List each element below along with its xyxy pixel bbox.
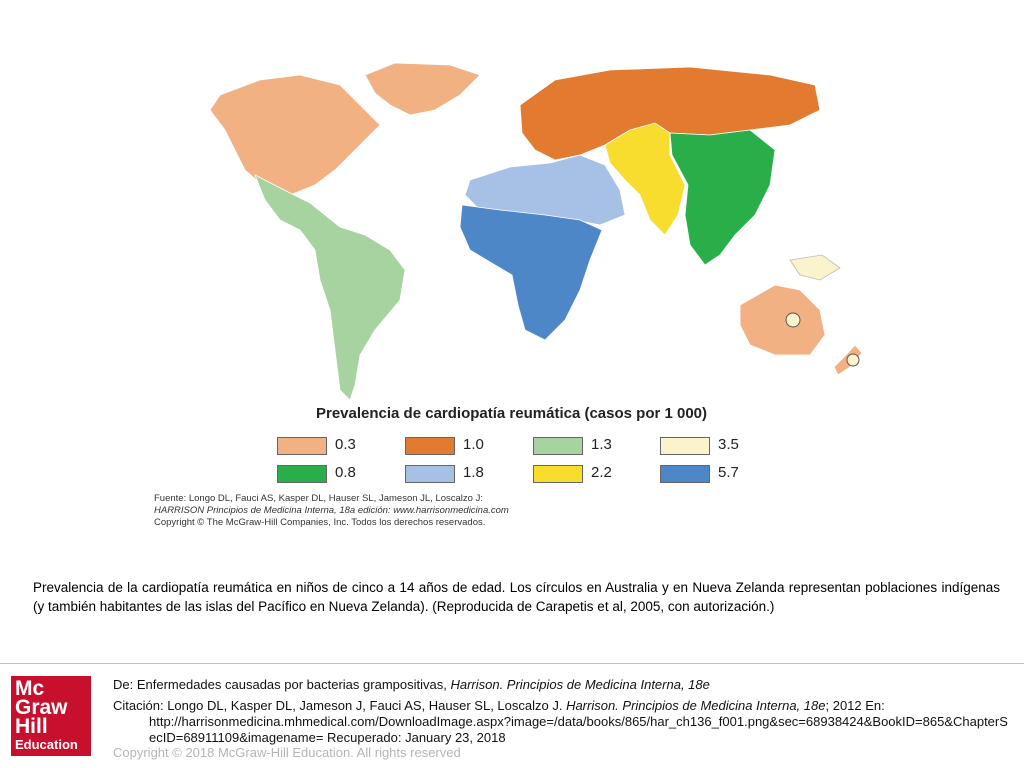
legend-swatch xyxy=(405,465,455,483)
citation-url[interactable]: http://harrisonmedicina.mhmedical.com/DownloadImage.aspx?image=/data/books/865/har_ch136_f001.png&sec=68938424&BookID=865&ChapterSecID=68911109&imagename= Recuperado: January 23, 2018 xyxy=(149,714,1008,745)
citation-from xyxy=(113,677,710,693)
legend-swatch xyxy=(405,437,455,455)
map-figure xyxy=(150,55,870,528)
logo-line-4: Education xyxy=(15,737,78,752)
legend-swatch xyxy=(660,465,710,483)
figure-source xyxy=(154,493,509,529)
legend-swatch xyxy=(660,437,710,455)
legend-title: Prevalencia de cardiopatía reumática (casos por 1 000) xyxy=(316,405,708,422)
region-latin-america xyxy=(255,175,405,400)
region-sub-saharan-africa xyxy=(460,205,602,340)
logo-line-3: Hill xyxy=(15,715,48,738)
citation-from-prefix: De: Enfermedades causadas por bacterias grampositivas, xyxy=(113,677,451,692)
legend-label: 1.8 xyxy=(463,464,484,481)
legend-label: 0.8 xyxy=(335,464,356,481)
legend-label: 3.5 xyxy=(718,436,739,453)
citation-text xyxy=(113,698,1013,746)
citation-prefix: Citación: Longo DL, Kasper DL, Jameson J, Fauci AS, Hauser SL, Loscalzo J. xyxy=(113,698,567,713)
legend-label: 5.7 xyxy=(718,464,739,481)
region-east-asia xyxy=(670,130,775,265)
source-line-2: HARRISON Principios de Medicina Interna, 18a edición: www.harrisonmedicina.com xyxy=(154,505,509,516)
legend-label: 0.3 xyxy=(335,436,356,453)
mcgraw-hill-logo xyxy=(11,676,91,756)
source-line-3: Copyright © The McGraw-Hill Companies, Inc. Todos los derechos reservados. xyxy=(154,517,486,528)
copyright-notice: Copyright © 2018 McGraw-Hill Education. All rights reserved xyxy=(113,745,461,760)
logo-line-2: Graw xyxy=(15,696,68,719)
figure-caption: Prevalencia de la cardiopatía reumática en niños de cinco a 14 años de edad. Los círculos en Australia y en Nueva Zelanda representan poblaciones indígenas (y también habitantes de las islas del Pacífico en Nueva Zelanda). (Reproducida de Carapetis et al, 2005, con autorización.) xyxy=(33,580,1000,614)
world-map xyxy=(150,55,870,525)
legend-label: 2.2 xyxy=(591,464,612,481)
citation-suffix: ; 2012 En: xyxy=(825,698,885,713)
citation-from-book: Harrison. Principios de Medicina Interna, 18e xyxy=(450,677,710,692)
indigenous-marker-new-zealand xyxy=(847,354,859,366)
legend-label: 1.3 xyxy=(591,436,612,453)
citation-book: Harrison. Principios de Medicina Interna, 18e xyxy=(566,698,826,713)
region-pacific-islands xyxy=(790,255,840,280)
region-greenland xyxy=(365,63,480,115)
region-north-america xyxy=(210,75,380,195)
legend-swatch xyxy=(277,437,327,455)
legend-swatch xyxy=(533,465,583,483)
legend-swatch xyxy=(533,437,583,455)
source-line-1: Fuente: Longo DL, Fauci AS, Kasper DL, Hauser SL, Jameson JL, Loscalzo J: xyxy=(154,493,483,504)
footer-divider xyxy=(0,663,1024,664)
legend-swatch xyxy=(277,465,327,483)
indigenous-marker-australia xyxy=(786,313,800,327)
logo-line-1: Mc xyxy=(15,677,45,700)
legend-label: 1.0 xyxy=(463,436,484,453)
region-australia xyxy=(740,285,825,355)
